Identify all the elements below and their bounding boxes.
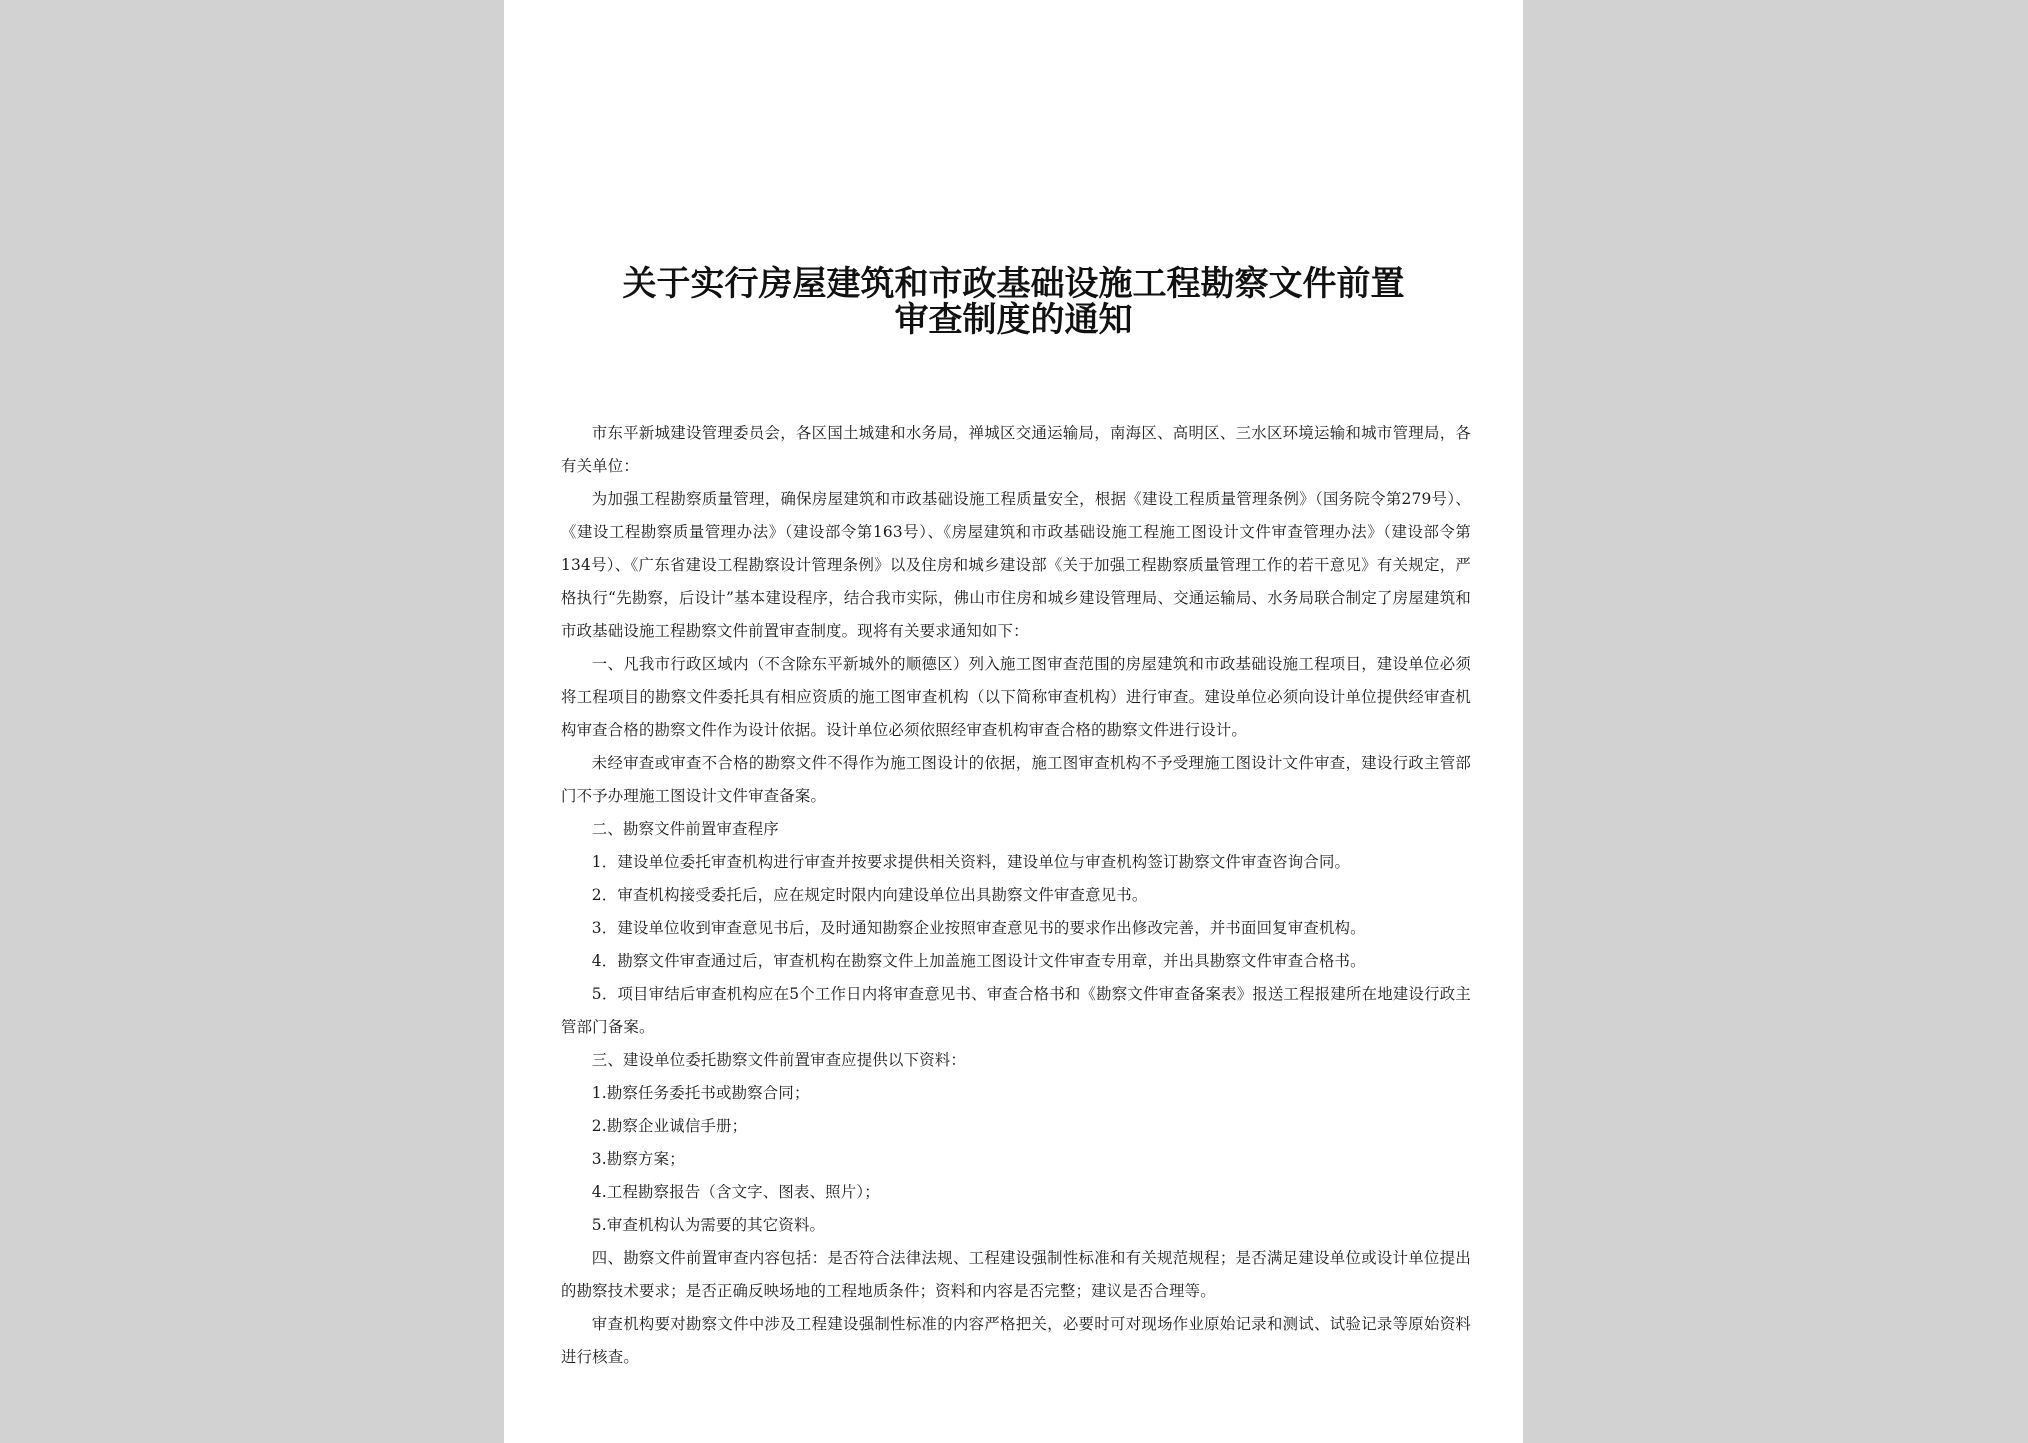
section-2-item: 3．建设单位收到审查意见书后，及时通知勘察企业按照审查意见书的要求作出修改完善，并书面回复审查机构。 xyxy=(591,919,1366,937)
section-4-paragraph: 四、勘察文件前置审查内容包括：是否符合法律法规、工程建设强制性标准和有关规范规程；是否满足建设单位或设计单位提出的勘察技术要求；是否正确反映场地的工程地质条件；资料和内容是否完整；建议是否合理等。 xyxy=(561,1249,1471,1300)
section-3-item: 5.审查机构认为需要的其它资料。 xyxy=(591,1216,826,1234)
document-body xyxy=(561,417,1471,1374)
document-title-line-2: 审查制度的通知 xyxy=(894,300,1133,340)
addressee-paragraph: 市东平新城建设管理委员会，各区国土城建和水务局，禅城区交通运输局，南海区、高明区、三水区环境运输和城市管理局，各有关单位： xyxy=(561,424,1471,475)
section-3-item: 3.勘察方案； xyxy=(591,1150,685,1168)
section-2-item: 5．项目审结后审查机构应在5个工作日内将审查意见书、审查合格书和《勘察文件审查备案表》报送工程报建所在地建设行政主管部门备案。 xyxy=(561,985,1471,1036)
document-title-line-1: 关于实行房屋建筑和市政基础设施工程勘察文件前置 xyxy=(622,264,1405,304)
section-3-item: 4.工程勘察报告（含文字、图表、照片）； xyxy=(591,1183,880,1201)
section-2-heading: 二、勘察文件前置审查程序 xyxy=(591,820,779,838)
section-2-item: 2．审查机构接受委托后，应在规定时限内向建设单位出具勘察文件审查意见书。 xyxy=(591,886,1148,904)
intro-paragraph: 为加强工程勘察质量管理，确保房屋建筑和市政基础设施工程质量安全，根据《建设工程质量管理条例》（国务院令第279号）、《建设工程勘察质量管理办法》（建设部令第163号）、《房屋建筑和市政基础设施工程施工图设计文件审查管理办法》（建设部令第134号）、《广东省建设工程勘察设计管理条例》以及住房和城乡建设部《关于加强工程勘察质量管理工作的若干意见》有关规定，严格执行“先勘察，后设计”基本建设程序，结合我市实际，佛山市住房和城乡建设管理局、交通运输局、水务局联合制定了房屋建筑和市政基础设施工程勘察文件前置审查制度。现将有关要求通知如下： xyxy=(561,490,1471,640)
section-3-item: 2.勘察企业诚信手册； xyxy=(591,1117,748,1135)
section-1-paragraph: 一、凡我市行政区域内（不含除东平新城外的顺德区）列入施工图审查范围的房屋建筑和市政基础设施工程项目，建设单位必须将工程项目的勘察文件委托具有相应资质的施工图审查机构（以下简称审查机构）进行审查。建设单位必须向设计单位提供经审查机构审查合格的勘察文件作为设计依据。设计单位必须依照经审查机构审查合格的勘察文件进行设计。 xyxy=(561,655,1471,739)
section-2-item: 1．建设单位委托审查机构进行审查并按要求提供相关资料，建设单位与审查机构签订勘察文件审查咨询合同。 xyxy=(591,853,1351,871)
section-3-heading: 三、建设单位委托勘察文件前置审查应提供以下资料： xyxy=(591,1051,966,1069)
section-2-item: 4．勘察文件审查通过后，审查机构在勘察文件上加盖施工图设计文件审查专用章，并出具勘察文件审查合格书。 xyxy=(591,952,1366,970)
document-page xyxy=(504,0,1523,1443)
section-3-item: 1.勘察任务委托书或勘察合同； xyxy=(591,1084,810,1102)
section-4-note-paragraph: 审查机构要对勘察文件中涉及工程建设强制性标准的内容严格把关，必要时可对现场作业原始记录和测试、试验记录等原始资料进行核查。 xyxy=(561,1315,1471,1366)
section-1-note-paragraph: 未经审查或审查不合格的勘察文件不得作为施工图设计的依据，施工图审查机构不予受理施工图设计文件审查，建设行政主管部门不予办理施工图设计文件审查备案。 xyxy=(561,754,1471,805)
